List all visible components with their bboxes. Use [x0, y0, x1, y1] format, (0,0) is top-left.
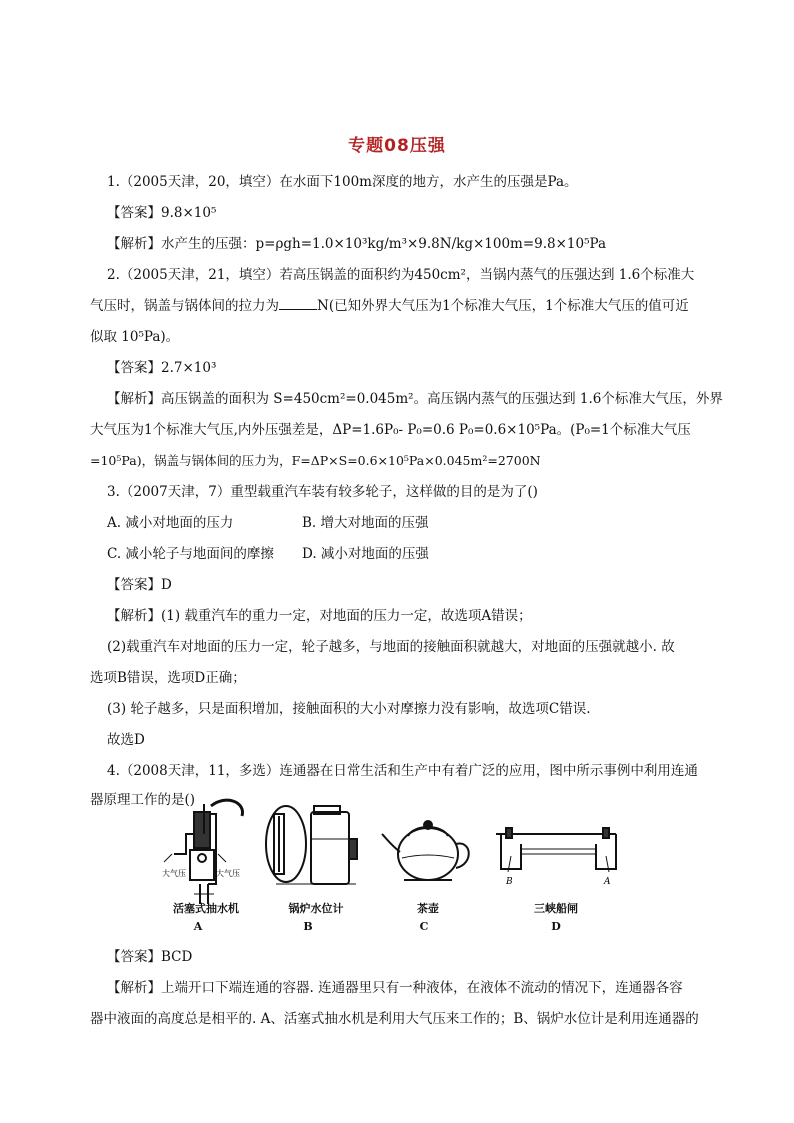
answer-2: 【答案】2.7×10³: [107, 360, 217, 376]
option-b: B. 增大对地面的压强: [302, 515, 429, 531]
analysis-3-line-1: 【解析】(1) 载重汽车的重力一定，对地面的压力一定，故选项A错误；: [107, 608, 532, 624]
option-d: D. 减小对地面的压强: [302, 546, 429, 562]
answer-1: 【答案】9.8×10⁵: [107, 205, 217, 221]
question-2-text-b: N(已知外界大气压为1个标准大气压，1个标准大气压的值可近: [317, 298, 689, 314]
figure-letter-a: A: [193, 920, 203, 933]
analysis-2-line-3: =10⁵Pa)，锅盖与锅体间的压力为，F=ΔP×S=0.6×10⁵Pa×0.045m²=2700N: [90, 453, 541, 468]
answer-3: 【答案】D: [107, 577, 172, 593]
analysis-4-line-2: 器中液面的高度总是相平的. A、活塞式抽水机是利用大气压来工作的；B、锅炉水位计是利用连通器的: [90, 1011, 699, 1027]
analysis-3-line-4: (3) 轮子越多，只是面积增加，接触面积的大小对摩擦力没有影响，故选项C错误.: [107, 701, 591, 717]
lock-letter-b: B: [506, 877, 513, 887]
option-a: A. 减小对地面的压力: [107, 515, 234, 531]
question-2-line-3: 似取 10⁵Pa)。: [90, 329, 180, 345]
figure-letter-c: C: [419, 920, 429, 933]
analysis-2-line-1: 【解析】高压锅盖的面积为 S=450cm²=0.045m²。高压锅内蒸气的压强达到 1.6个标准大气压，外界: [107, 391, 723, 407]
analysis-3-line-5: 故选D: [107, 732, 145, 748]
question-3: 3.（2007天津，7）重型载重汽车装有较多轮子，这样做的目的是为了(): [107, 484, 538, 500]
figure-letter-d: D: [551, 920, 561, 933]
question-4-line-2: 器原理工作的是(): [90, 792, 196, 808]
question-1: 1.（2005天津，20，填空）在水面下100m深度的地方，水产生的压强是Pa。: [107, 174, 578, 190]
teapot-illustration: [382, 821, 469, 880]
analysis-3-line-2: (2)载重汽车对地面的压力一定，轮子越多，与地面的接触面积就越大，对地面的压强就越小. 故: [107, 639, 675, 655]
ship-lock-illustration: [496, 828, 616, 872]
figure-letter-b: B: [303, 920, 313, 933]
analysis-3-line-3: 选项B错误，选项D正确；: [90, 670, 246, 686]
answer-blank: [279, 297, 317, 310]
analysis-4-line-1: 【解析】上端开口下端连通的容器. 连通器里只有一种液体，在液体不流动的情况下，连通器各容: [107, 980, 683, 996]
lock-letter-a: A: [604, 877, 611, 887]
figure-label-b: 锅炉水位计: [288, 902, 344, 915]
boiler-gauge-illustration: [266, 806, 357, 884]
figure-label-d: 三峡船闸: [534, 902, 578, 915]
analysis-2-line-2: 大气压为1个标准大气压,内外压强差是，ΔP=1.6P₀- P₀=0.6 P₀=0.6×10⁵Pa。(P₀=1个标准大气压: [90, 422, 691, 438]
option-c: C. 减小轮子与地面间的摩擦: [107, 546, 274, 562]
connected-vessels-figure: [156, 794, 636, 934]
atmospheric-pressure-label-left: 大气压: [162, 869, 186, 878]
question-4-line-1: 4.（2008天津，11，多选）连通器在日常生活和生产中有着广泛的应用，图中所示事例中利用连通: [107, 763, 698, 779]
question-2-text-a: 气压时，锅盖与锅体间的拉力为: [90, 298, 279, 314]
figure-label-c: 茶壶: [417, 902, 439, 915]
question-2-line-1: 2.（2005天津，21，填空）若高压锅盖的面积约为450cm²，当锅内蒸气的压强达到 1.6个标准大: [107, 267, 695, 283]
analysis-1: 【解析】水产生的压强：p=ρgh=1.0×10³kg/m³×9.8N/kg×100m=9.8×10⁵Pa: [107, 236, 607, 252]
question-2-line-2: [90, 296, 689, 316]
answer-4: 【答案】BCD: [107, 949, 193, 965]
piston-pump-illustration: [164, 800, 243, 904]
figure-label-a: 活塞式抽水机: [173, 902, 239, 915]
page-title: 专题08压强: [348, 136, 446, 156]
atmospheric-pressure-label-right: 大气压: [216, 869, 240, 878]
